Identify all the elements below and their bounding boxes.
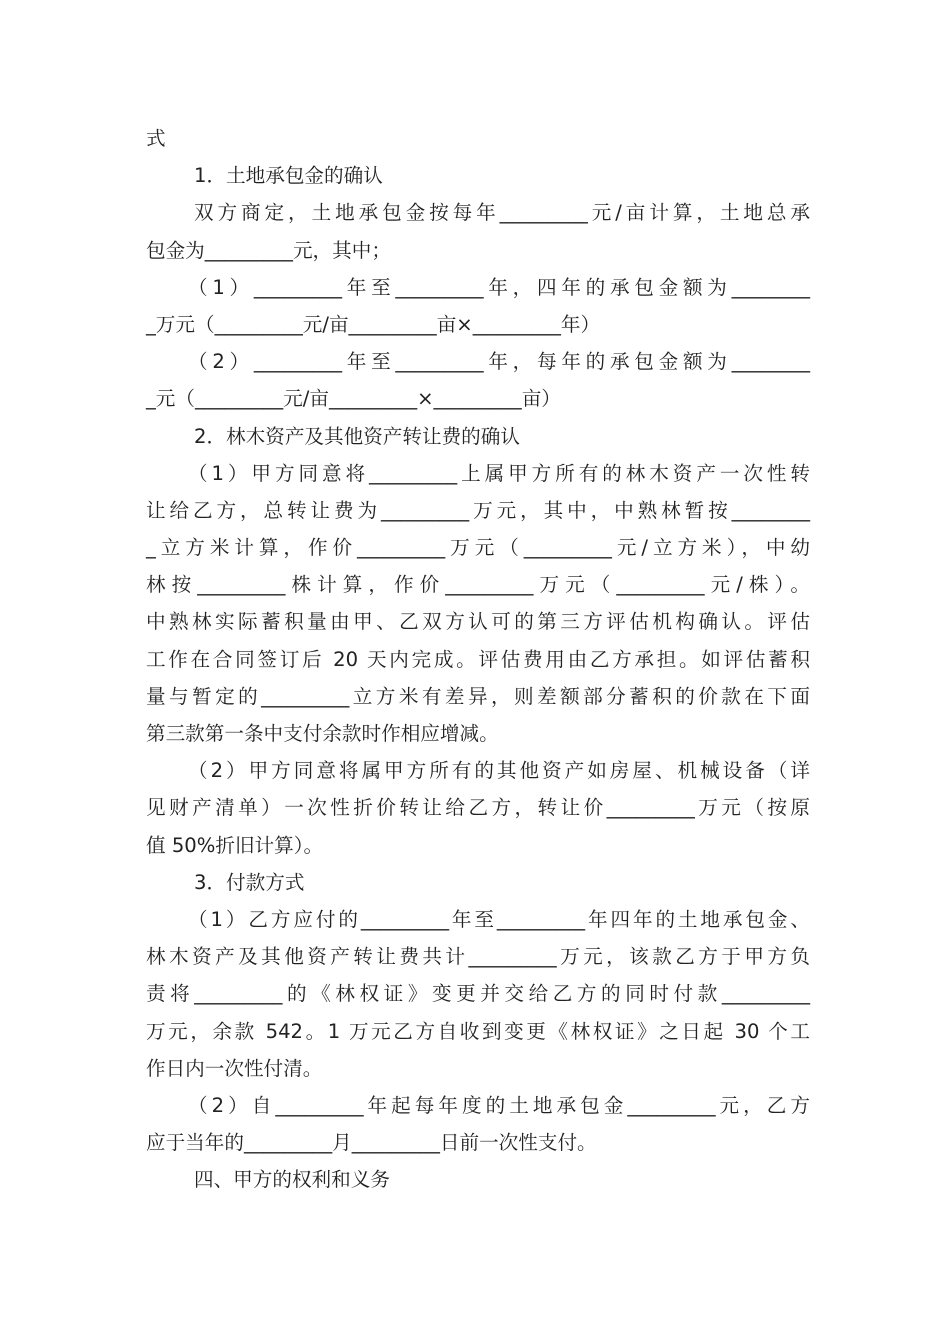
text-line: 林按_________株计算，作价_________万元（_________元/株）。 (146, 573, 810, 597)
text-line: 应于当年的_________月_________日前一次性支付。 (146, 1131, 597, 1155)
text-line: 双方商定，土地承包金按每年_________元/亩计算，土地总承 (194, 201, 810, 225)
text-line: （2）甲方同意将属甲方所有的其他资产如房屋、机械设备（详 (188, 759, 810, 783)
section-heading: 1．土地承包金的确认 (194, 164, 383, 188)
text-line: 责将_________的《林权证》变更并交给乙方的同时付款_________ (146, 982, 810, 1006)
text-line: （1）甲方同意将_________上属甲方所有的林木资产一次性转 (188, 461, 810, 485)
text-line: 包金为_________元，其中； (146, 238, 391, 262)
text-line: 林木资产及其他资产转让费共计_________万元，该款乙方于甲方负 (146, 945, 810, 969)
text-line: 量与暂定的_________立方米有差异，则差额部分蓄积的价款在下面 (146, 684, 810, 708)
text-line: 让给乙方，总转让费为_________万元，其中，中熟林暂按________ (146, 498, 810, 522)
text-line: 万元，余款 542。1 万元乙方自收到变更《林权证》之日起 30 个工 (146, 1019, 810, 1043)
text-line: _立方米计算，作价_________万元（_________元/立方米），中幼 (146, 536, 810, 560)
text-line: 见财产清单）一次性折价转让给乙方，转让价_________万元（按原 (146, 796, 810, 820)
section-heading: 四、甲方的权利和义务 (194, 1168, 390, 1192)
text-line: 式 (146, 127, 166, 150)
text-line: _万元（_________元/亩_________亩×_________年） (146, 312, 601, 336)
text-line: （1）_________年至_________年，四年的承包金额为________ (188, 275, 810, 299)
document-body (146, 120, 810, 1198)
text-line: 作日内一次性付清。 (146, 1056, 323, 1080)
text-line: 中熟林实际蓄积量由甲、乙双方认可的第三方评估机构确认。评估 (146, 610, 810, 634)
text-line: 值 50%折旧计算）。 (146, 833, 324, 857)
text-line: 第三款第一条中支付余款时作相应增减。 (146, 722, 499, 745)
section-heading: 2．林木资产及其他资产转让费的确认 (194, 424, 520, 448)
section-heading: 3．付款方式 (194, 870, 305, 894)
text-line: 工作在合同签订后 20 天内完成。评估费用由乙方承担。如评估蓄积 (146, 647, 810, 671)
text-line: （2）_________年至_________年，每年的承包金额为________ (188, 350, 810, 374)
text-line: （1）乙方应付的_________年至_________年四年的土地承包金、 (188, 907, 810, 931)
text-line: （2）自_________年起每年度的土地承包金_________元，乙方 (188, 1093, 810, 1117)
text-line: _元（_________元/亩_________×_________亩） (146, 387, 561, 411)
